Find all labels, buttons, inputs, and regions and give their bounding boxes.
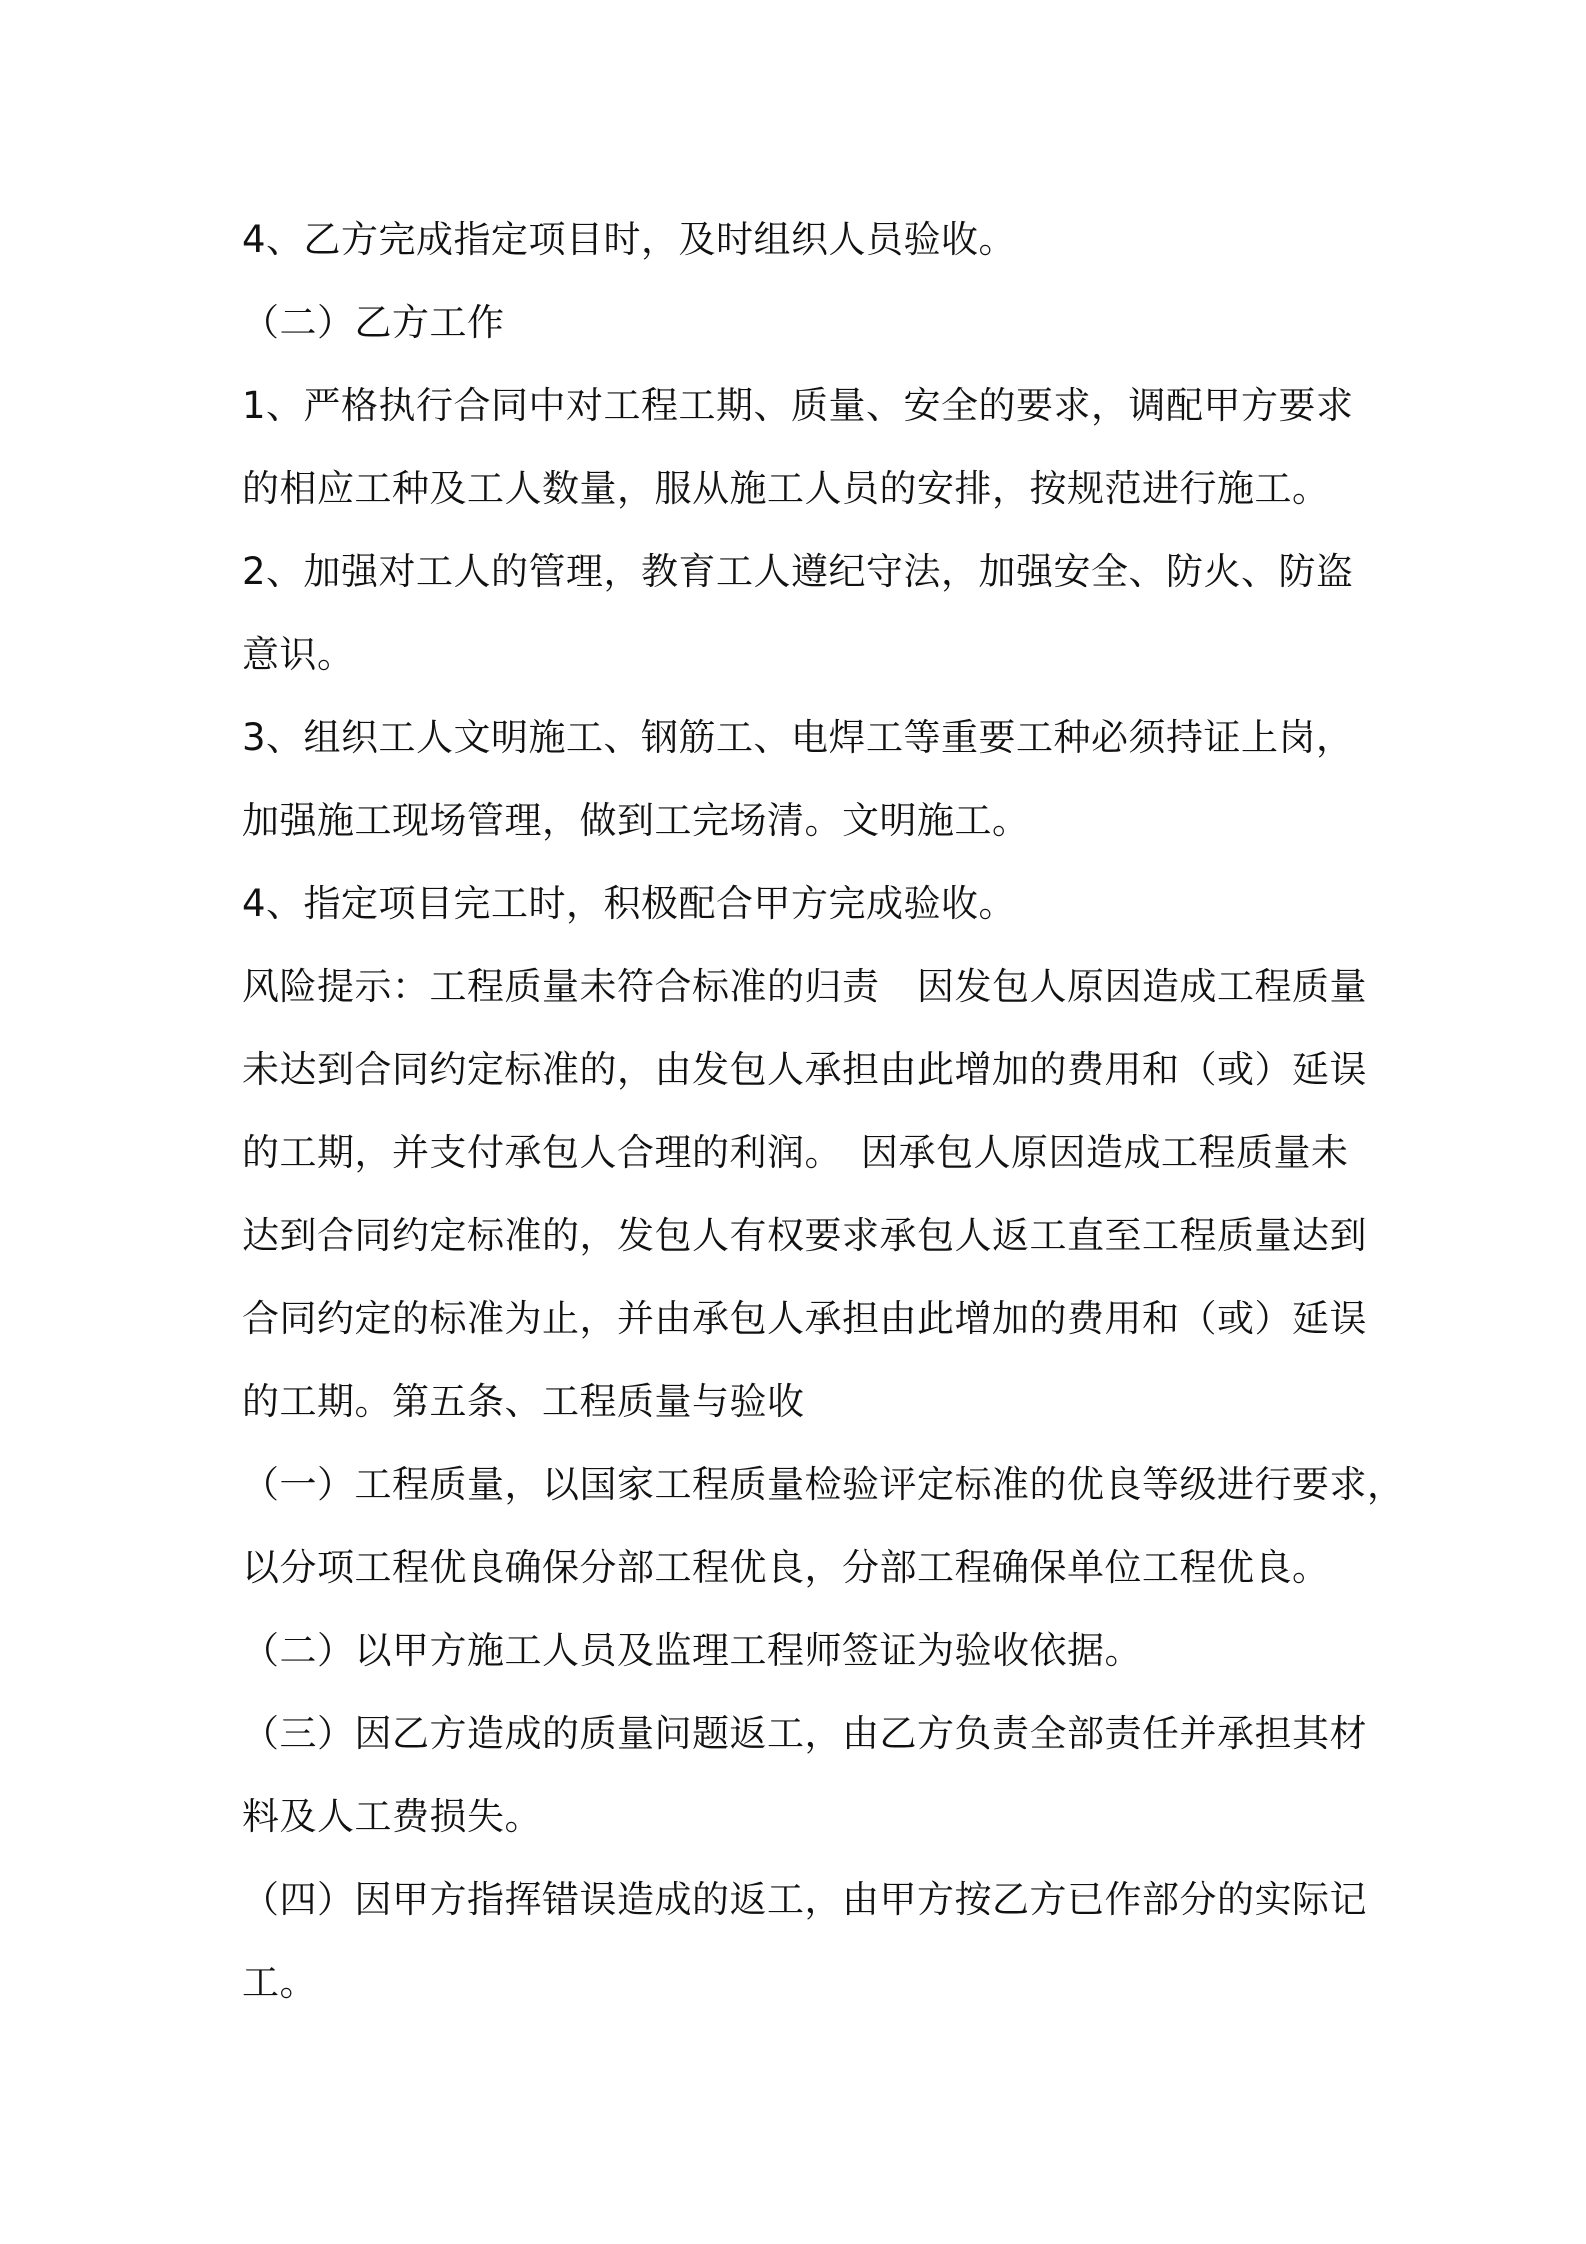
text-line: 加强施工现场管理，做到工完场清。文明施工。 — [242, 799, 1030, 842]
text-line: 意识。 — [242, 633, 355, 676]
text-line: 合同约定的标准为止，并由承包人承担由此增加的费用和（或）延误 — [242, 1297, 1367, 1340]
text-line: 以分项工程优良确保分部工程优良，分部工程确保单位工程优良。 — [242, 1546, 1330, 1589]
text-line: （四）因甲方指挥错误造成的返工，由甲方按乙方已作部分的实际记 — [242, 1878, 1367, 1921]
text-line: 未达到合同约定标准的，由发包人承担由此增加的费用和（或）延误 — [242, 1048, 1367, 1091]
text-line: 工。 — [242, 1961, 317, 2004]
risk-notice-line: 风险提示：工程质量未符合标准的归责 因发包人原因造成工程质量 — [242, 965, 1367, 1008]
text-line: 的相应工种及工人数量，服从施工人员的安排，按规范进行施工。 — [242, 467, 1330, 510]
text-line: （三）因乙方造成的质量问题返工，由乙方负责全部责任并承担其材 — [242, 1712, 1367, 1755]
text-line: 4、乙方完成指定项目时，及时组织人员验收。 — [242, 218, 1017, 261]
text-line: 的工期，并支付承包人合理的利润。 因承包人原因造成工程质量未 — [242, 1131, 1349, 1174]
text-line: 达到合同约定标准的，发包人有权要求承包人返工直至工程质量达到 — [242, 1214, 1367, 1257]
text-line: 2、加强对工人的管理，教育工人遵纪守法，加强安全、防火、防盗 — [242, 550, 1354, 593]
text-line: 3、组织工人文明施工、钢筋工、电焊工等重要工种必须持证上岗， — [242, 716, 1354, 759]
text-line: （二）以甲方施工人员及监理工程师签证为验收依据。 — [242, 1629, 1142, 1672]
text-line: （一）工程质量，以国家工程质量检验评定标准的优良等级进行要求， — [242, 1463, 1405, 1506]
section-heading: （二）乙方工作 — [242, 301, 505, 344]
document-body — [242, 198, 1405, 2024]
text-line: 的工期。第五条、工程质量与验收 — [242, 1380, 805, 1423]
text-line: 料及人工费损失。 — [242, 1795, 542, 1838]
text-line: 1、严格执行合同中对工程工期、质量、安全的要求，调配甲方要求 — [242, 384, 1354, 427]
text-line: 4、指定项目完工时，积极配合甲方完成验收。 — [242, 882, 1017, 925]
